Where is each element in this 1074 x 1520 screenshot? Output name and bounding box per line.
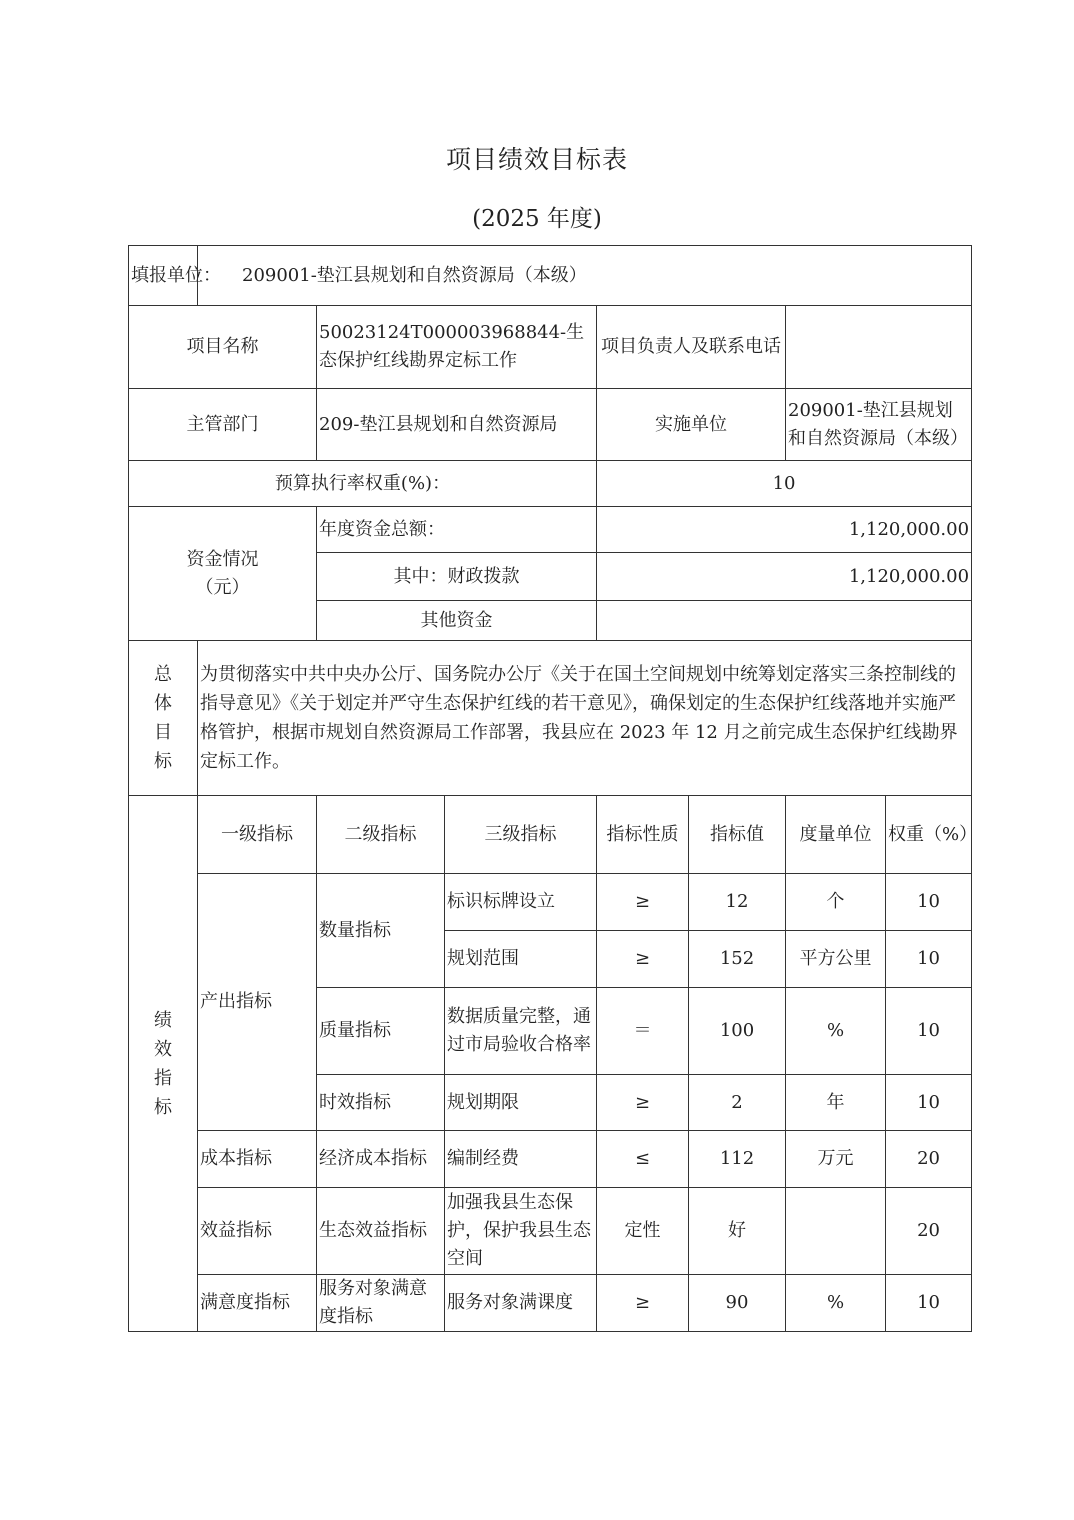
unit-cell: % [786,988,886,1075]
weight-cell: 10 [886,1075,972,1131]
header-unit: 度量单位 [786,796,886,874]
unit-cell: 平方公里 [786,931,886,988]
level3-cell: 标识标牌设立 [445,874,597,931]
filler-value: 209001-垫江县规划和自然资源局（本级） [198,246,972,306]
weight-cell: 20 [886,1188,972,1275]
table-row [129,1188,972,1275]
weight-cell: 10 [886,988,972,1075]
project-name-label: 项目名称 [129,306,317,389]
level2-timeliness: 时效指标 [317,1075,445,1131]
contact-label: 项目负责人及联系电话 [597,306,786,389]
unit-cell: % [786,1275,886,1332]
level3-cell: 规划期限 [445,1075,597,1131]
value-cell: 112 [689,1131,786,1188]
nature-cell: ＝ [597,988,689,1075]
level1-satisfaction: 满意度指标 [198,1275,317,1332]
level3-cell: 加强我县生态保护，保护我县生态空间 [445,1188,597,1275]
header-nature: 指标性质 [597,796,689,874]
contact-value [786,306,972,389]
dept-label: 主管部门 [129,389,317,461]
table-row [129,874,972,931]
header-level2: 二级指标 [317,796,445,874]
funds-label: 资金情况（元） [129,507,317,641]
weight-cell: 10 [886,874,972,931]
level2-quality: 质量指标 [317,988,445,1075]
dept-value: 209-垫江县规划和自然资源局 [317,389,597,461]
level2-economic-cost: 经济成本指标 [317,1131,445,1188]
level3-cell: 编制经费 [445,1131,597,1188]
weight-cell: 20 [886,1131,972,1188]
nature-cell: ≥ [597,931,689,988]
level3-cell: 数据质量完整，通过市局验收合格率 [445,988,597,1075]
unit-cell: 年 [786,1075,886,1131]
funds-total-value: 1,120,000.00 [597,507,972,553]
nature-cell: ≥ [597,1275,689,1332]
level2-quantity: 数量指标 [317,874,445,988]
table-row [129,1131,972,1188]
page-title: 项目绩效目标表 [445,145,628,174]
funds-other-value [597,601,972,641]
goal-label: 总体目标 [129,641,198,796]
level1-cost: 成本指标 [198,1131,317,1188]
unit-cell: 个 [786,874,886,931]
project-name-value: 50023124T000003968844-生态保护红线勘界定标工作 [317,306,597,389]
nature-cell: ≥ [597,1075,689,1131]
value-cell: 152 [689,931,786,988]
impl-value: 209001-垫江县规划和自然资源局（本级） [786,389,972,461]
nature-cell: 定性 [597,1188,689,1275]
level3-cell: 规划范围 [445,931,597,988]
weight-cell: 10 [886,931,972,988]
value-cell: 90 [689,1275,786,1332]
funds-other-label: 其他资金 [317,601,597,641]
budget-weight-label: 预算执行率权重(%)： [129,461,597,507]
level2-service-satisfaction: 服务对象满意度指标 [317,1275,445,1332]
value-cell: 2 [689,1075,786,1131]
indicators-label: 绩效指标 [129,796,198,1332]
page-subtitle: (2025 年度) [472,206,602,232]
table-row [129,1275,972,1332]
level1-benefit: 效益指标 [198,1188,317,1275]
funds-total-label: 年度资金总额： [317,507,597,553]
goal-text: 为贯彻落实中共中央办公厅、国务院办公厅《关于在国土空间规划中统筹划定落实三条控制线的指导意见》《关于划定并严守生态保护红线的若干意见》，确保划定的生态保护红线落地并实施严格管护，根据市规划自然资源局工作部署，我县应在 2023 年 12 月之前完成生态保护红线勘界定标工作。 [198,641,972,796]
level3-cell: 服务对象满课度 [445,1275,597,1332]
level1-output: 产出指标 [198,874,317,1131]
funds-fiscal-label: 其中：财政拨款 [317,553,597,601]
header-level1: 一级指标 [198,796,317,874]
header-level3: 三级指标 [445,796,597,874]
budget-weight-value: 10 [597,461,972,507]
header-weight: 权重（%） [886,796,972,874]
funds-fiscal-value: 1,120,000.00 [597,553,972,601]
performance-table [128,245,978,1332]
value-cell: 好 [689,1188,786,1275]
nature-cell: ≥ [597,874,689,931]
impl-label: 实施单位 [597,389,786,461]
unit-cell [786,1188,886,1275]
header-value: 指标值 [689,796,786,874]
level2-eco-benefit: 生态效益指标 [317,1188,445,1275]
unit-cell: 万元 [786,1131,886,1188]
value-cell: 100 [689,988,786,1075]
filler-label: 填报单位： [129,246,198,306]
nature-cell: ≤ [597,1131,689,1188]
weight-cell: 10 [886,1275,972,1332]
value-cell: 12 [689,874,786,931]
